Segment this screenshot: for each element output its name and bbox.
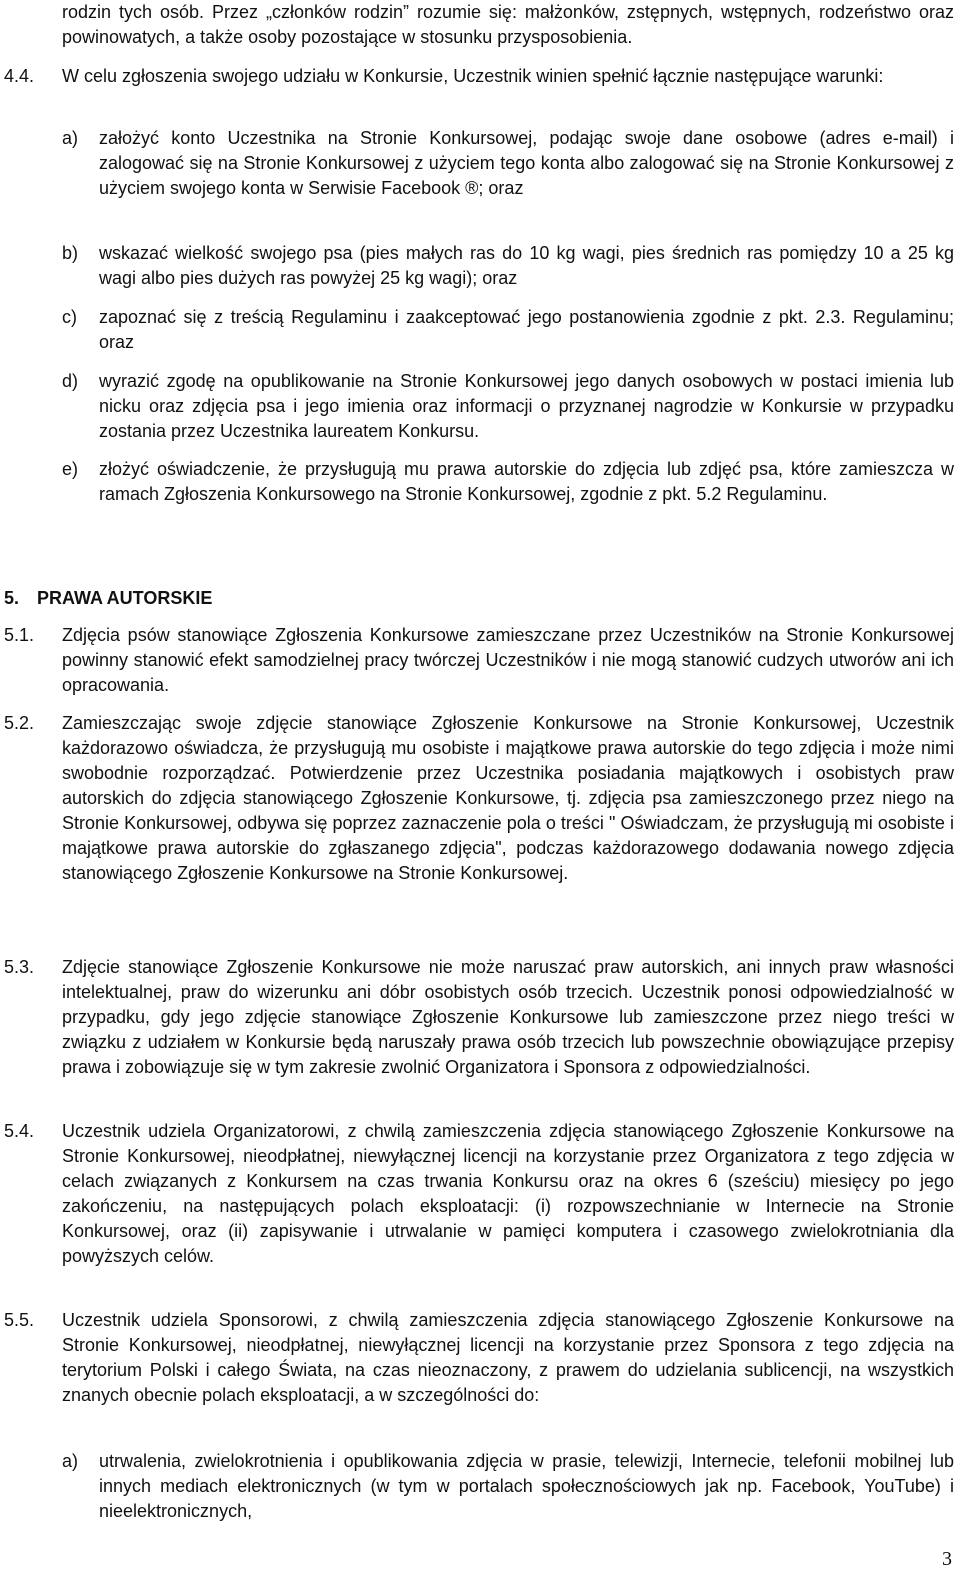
list-item-label: c) <box>62 307 77 327</box>
list-item-text: złożyć oświadczenie, że przysługują mu prawa autorskie do zdjęcia lub zdjęć psa, które zamieszcza w ramach Zgłoszenia Konkursowego na Stronie Konkursowej, zgodnie z pkt. 5.2 Regulaminu. <box>99 459 954 504</box>
list-item-label: e) <box>62 459 79 479</box>
list-item-4-4-b <box>62 241 954 291</box>
intro-paragraph: rodzin tych osób. Przez „członków rodzin” rozumie się: małżonków, zstępnych, wstępnych, rodzeństwo oraz powinowatych, a także osoby pozostające w stosunku przysposobienia. <box>62 2 954 47</box>
clause-number-5-3: 5.3. <box>4 957 35 977</box>
section-title: PRAWA AUTORSKIE <box>37 588 213 608</box>
clause-5-4-text: Uczestnik udziela Organizatorowi, z chwilą zamieszczenia zdjęcia stanowiącego Zgłoszenie Konkursowe na Stronie Konkursowej, nieodpłatnej, niewyłącznej licencji na korzystanie przez Organizatora z tego zdjęcia w celach związanych z Konkursem na czas trwania Konkursu oraz na okres 6 (sześciu) miesięcy po jego zakończeniu, na następujących polach eksploatacji: (i) rozpowszechnianie w Internecie na Stronie Konkursowej, oraz (ii) zapisywanie i utrwalanie w pamięci komputera i czasowego zwielokrotniania dla powyższych celów. <box>62 1121 954 1266</box>
list-item-4-4-e <box>62 457 954 507</box>
list-item-label: a) <box>62 1451 79 1471</box>
list-item-text: wskazać wielkość swojego psa (pies małych ras do 10 kg wagi, pies średnich ras pomiędzy 10 a 25 kg wagi albo pies dużych ras powyżej 25 kg wagi); oraz <box>99 243 954 288</box>
list-item-text: założyć konto Uczestnika na Stronie Konkursowej, podając swoje dane osobowe (adres e-mail) i zalogować się na Stronie Konkursowej z użyciem tego konta albo zalogować się na Stronie Konkursowej z użyciem swojego konta w Serwisie Facebook ®; oraz <box>99 128 954 198</box>
list-item-5-5-a <box>62 1449 954 1524</box>
list-item-4-4-c <box>62 305 954 355</box>
list-item-text: zapoznać się z treścią Regulaminu i zaakceptować jego postanowienia zgodnie z pkt. 2.3. Regulaminu; oraz <box>99 307 954 352</box>
list-item-label: a) <box>62 128 79 148</box>
list-item-label: d) <box>62 371 79 391</box>
clause-number-4-4: 4.4. <box>4 66 35 86</box>
clause-5-2-text: Zamieszczając swoje zdjęcie stanowiące Zgłoszenie Konkursowe na Stronie Konkursowej, Uczestnik każdorazowo oświadcza, że przysługują mu osobiste i majątkowe prawa autorskie do tego zdjęcia i może nimi swobodnie rozporządzać. Potwierdzenie przez Uczestnika posiadania majątkowych i osobistych praw autorskich do zdjęcia stanowiącego Zgłoszenie Konkursowe, tj. zdjęcia psa zamieszczonego przez niego na Stronie Konkursowej, odbywa się poprzez zaznaczenie pola o treści " Oświadczam, że przysługują mi osobiste i majątkowe prawa autorskie do zgłaszanego zdjęcia", podczas każdorazowego dodawania nowego zdjęcia stanowiącego Zgłoszenie Konkursowe na Stronie Konkursowej. <box>62 713 954 883</box>
list-item-text: utrwalenia, zwielokrotnienia i opublikowania zdjęcia w prasie, telewizji, Internecie, telefonii mobilnej lub innych mediach elektronicznych (w tym w portalach społecznościowych jak np. Facebook, YouTube) i nieelektronicznych, <box>99 1451 954 1521</box>
page-number: 3 <box>942 1548 952 1570</box>
clause-5-5-text: Uczestnik udziela Sponsorowi, z chwilą zamieszczenia zdjęcia stanowiącego Zgłoszenie Konkursowe na Stronie Konkursowej, nieodpłatnej, niewyłącznej licencji na korzystanie przez Sponsora z tego zdjęcia na terytorium Polski i całego Świata, na czas nieoznaczony, z prawem do udzielania sublicencji, na wszystkich znanych obecnie polach eksploatacji, a w szczególności do: <box>62 1310 954 1405</box>
clause-number-5-1: 5.1. <box>4 625 35 645</box>
clause-4-4-text: W celu zgłoszenia swojego udziału w Konkursie, Uczestnik winien spełnić łącznie następujące warunki: <box>62 66 884 86</box>
clause-number-5-4: 5.4. <box>4 1121 35 1141</box>
clause-5-1-text: Zdjęcia psów stanowiące Zgłoszenia Konkursowe zamieszczane przez Uczestników na Stronie Konkursowej powinny stanowić efekt samodzielnej pracy twórczej Uczestników i nie mogą stanowić cudzych utworów ani ich opracowania. <box>62 625 954 695</box>
clause-number-5-5: 5.5. <box>4 1310 35 1330</box>
clause-5-3-text: Zdjęcie stanowiące Zgłoszenie Konkursowe nie może naruszać praw autorskich, ani innych praw własności intelektualnej, praw do wizerunku ani dóbr osobistych osób trzecich. Uczestnik ponosi odpowiedzialność w przypadku, gdy jego zdjęcie stanowiące Zgłoszenie Konkursowe lub zamieszczone przez niego treści w związku z udziałem w Konkursie będą naruszały prawa osób trzecich lub powszechnie obowiązujące przepisy prawa i zobowiązuje się w tym zakresie zwolnić Organizatora i Sponsora z odpowiedzialności. <box>62 957 954 1077</box>
list-item-text: wyrazić zgodę na opublikowanie na Stronie Konkursowej jego danych osobowych w postaci imienia lub nicku oraz zdjęcia psa i jego imienia oraz informacji o przyznanej nagrodzie w Konkursie w przypadku zostania przez Uczestnika laureatem Konkursu. <box>99 371 954 441</box>
list-item-4-4-a <box>62 126 954 201</box>
list-item-label: b) <box>62 243 79 263</box>
list-item-4-4-d <box>62 369 954 444</box>
section-number: 5. <box>4 588 20 608</box>
clause-number-5-2: 5.2. <box>4 713 35 733</box>
